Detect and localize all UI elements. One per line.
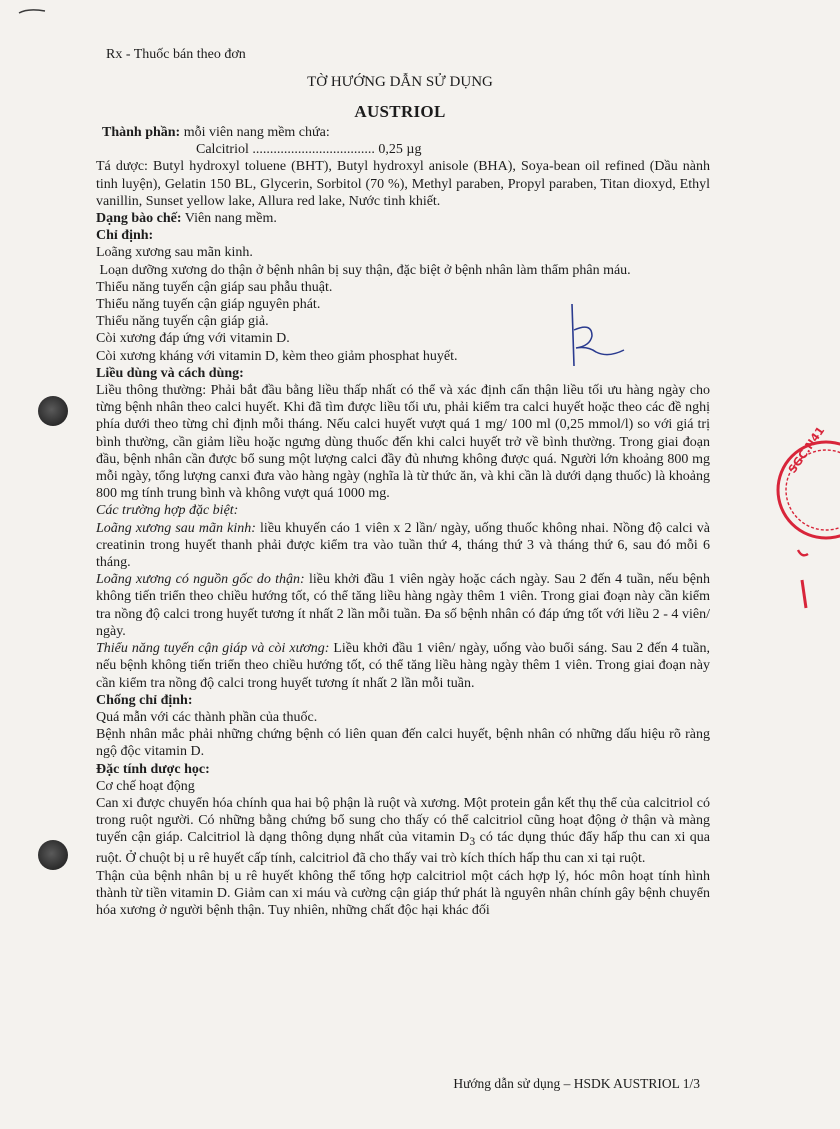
stamp-text: SGC.N41 [785, 424, 828, 476]
product-name: AUSTRIOL [354, 102, 446, 121]
indication-item: Thiểu năng tuyến cận giáp giả. [96, 314, 269, 330]
indication-item: Thiểu năng tuyến cận giáp nguyên phát. [96, 297, 321, 313]
contraindication-item: Bệnh nhân mắc phải những chứng bệnh có liên quan đến calci huyết, bệnh nhân có những dấu hiệu rõ ràng ngộ độc vitamin D. [96, 727, 710, 760]
dosage-form-text: Viên nang mềm. [181, 211, 277, 227]
contraindication-item: Quá mẫn với các thành phần của thuốc. [96, 709, 318, 725]
special-case-text: liều khởi đầu 1 viên ngày hoặc cách ngày. Sau 2 đến 4 tuần, nếu bệnh không tiến triển theo chiều hướng tốt, có thể tăng liều hàng ngày thêm 1 viên. Trong giai đoạn này cần kiểm tra nồng độ calci trong huyết tương ít nhất 2 lần mỗi tuần. Đa số bệnh nhân có đáp ứng tốt với liều 2 - 4 viên/ ngày. [96, 572, 710, 639]
corner-mark [18, 6, 46, 16]
contraindications-label: Chống chỉ định: [96, 692, 193, 708]
signature-icon [562, 300, 632, 372]
subscript: 3 [469, 835, 476, 849]
document-body [96, 124, 710, 919]
punch-hole-icon [38, 396, 68, 426]
special-case [96, 640, 710, 692]
special-cases-label: Các trường hợp đặc biệt: [96, 503, 239, 519]
indication-item: Thiểu năng tuyến cận giáp sau phẫu thuật. [96, 279, 333, 295]
pharmacology-paragraph: Thận của bệnh nhân bị u rê huyết không thể tổng hợp calcitriol một cách hợp lý, hóc môn hoạt tính hình thành từ tiền vitamin D. Giảm can xi máu và cường cận giáp thứ phát là nguyên nhân chính gây bệnh chuyển hóa xương ở người bệnh thận. Tuy nhiên, những chất độc hại khác đối [96, 868, 710, 918]
special-case-text: liều khuyến cáo 1 viên x 2 lần/ ngày, uống thuốc không nhai. Nồng độ calci và creatinin trong huyết thanh phải được kiểm tra vào tuần thứ 4, tháng thứ 3 và tháng thứ 6, sau đó mỗi 6 tháng. [96, 520, 710, 571]
document-title: TỜ HƯỚNG DẪN SỬ DỤNG [307, 74, 493, 90]
indication-item: Loãng xương sau mãn kinh. [96, 245, 253, 261]
punch-hole-icon [38, 840, 68, 870]
indications-label: Chỉ định: [96, 228, 154, 244]
excipients: Tá dược: Butyl hydroxyl toluene (BHT), Butyl hydroxyl anisole (BHA), Soya-bean oil refined (Dầu nành tinh luyện), Gelatin 150 BL, Glycerin, Sorbitol (70 %), Methyl paraben, Propyl paraben, Titan dioxyd, Ethyl vanillin, Sunset yellow lake, Allura red lake, Nước tinh khiết. [96, 159, 710, 209]
composition-text: mỗi viên nang mềm chứa: [180, 125, 330, 140]
special-case-title: Thiểu năng tuyến cận giáp và còi xương: [96, 641, 330, 657]
special-case-title: Loãng xương sau mãn kinh: [96, 520, 256, 536]
special-case [96, 571, 710, 640]
paragraph-part: Can xi được chuyển hóa chính qua hai bộ phận là ruột và xương. Một protein gắn kết thụ thể của calcitriol có trong ruột người. Có những bằng chứng bổ sung cho thấy có thể calcitriol cũng hoạt động ở thận và màng tuyến cận giáp. Calcitriol là dạng thông dụng nhất của vitamin D [96, 795, 710, 846]
pharmacology-paragraph [96, 795, 710, 868]
dosage-form [96, 210, 710, 227]
indication-item: Còi xương kháng với vitamin D, kèm theo giảm phosphat huyết. [96, 348, 458, 364]
dosage-label: Liều dùng và cách dùng: [96, 365, 244, 381]
dosage-usual: Liều thông thường: Phải bắt đầu bằng liều thấp nhất có thể và xác định cẩn thận liều tối ưu hàng ngày cho từng bệnh nhân theo calci huyết. Khi đã tìm được liều tối ưu, phải kiểm tra calci huyết hoặc theo các đề nghị phía dưới theo từng chỉ định mỗi tháng. Nếu calci huyết vượt quá 1 mg/ 100 ml (0,25 mmol/l) so với giá trị bình thường, cần giảm liều hoặc ngưng dùng thuốc đến khi calci huyết trở về bình thường. Trong giai đoạn đầu, bệnh nhân cần được bổ sung một lượng calci đầy đủ nhưng không được quá. Người lớn khoảng 800 mg mỗi ngày, tổng lượng canxi đưa vào hàng ngày (nghĩa là từ thức ăn, và khi cần là dưới dạng thuốc) là khoảng 800 mg tính trung bình và không vượt quá 1000 mg. [96, 383, 710, 502]
special-case-text: Liều khởi đầu 1 viên/ ngày, uống vào buổi sáng. Sau 2 đến 4 tuần, nếu bệnh không tiến triển theo chiều hướng tốt, có thể tăng liều hàng ngày thêm 1 viên. Trong giai đoạn này cần kiểm tra nồng độ calci trong huyết tương ít nhất 2 lần mỗi tuần. [96, 641, 710, 691]
paragraph-part: có tác dụng thúc đẩy hấp thu can xi qua ruột. Ở chuột bị u rê huyết cấp tính, calcitriol đã cho thấy vai trò kích thích hấp thu can xi tại ruột. [96, 830, 710, 867]
special-case-title: Loãng xương có nguồn gốc do thận: [96, 572, 305, 588]
pharmacology-label: Đặc tính dược học: [96, 761, 210, 777]
indication-item: Còi xương đáp ứng với vitamin D. [96, 331, 290, 347]
rx-label: Rx - Thuốc bán theo đơn [106, 47, 246, 62]
mechanism-label: Cơ chế hoạt động [96, 778, 195, 794]
composition [96, 124, 710, 141]
indication-item: Loạn dưỡng xương do thận ở bệnh nhân bị suy thận, đặc biệt ở bệnh nhân làm thẩm phân máu. [96, 262, 631, 278]
special-case [96, 520, 710, 572]
calcitriol-line: Calcitriol ................................... 0,25 µg [196, 142, 422, 158]
red-stamp-icon [754, 424, 840, 610]
dosage-form-label: Dạng bào chế: [96, 211, 182, 227]
page-footer: Hướng dẫn sử dụng – HSDK AUSTRIOL 1/3 [453, 1076, 700, 1091]
composition-label: Thành phần: [102, 125, 181, 140]
